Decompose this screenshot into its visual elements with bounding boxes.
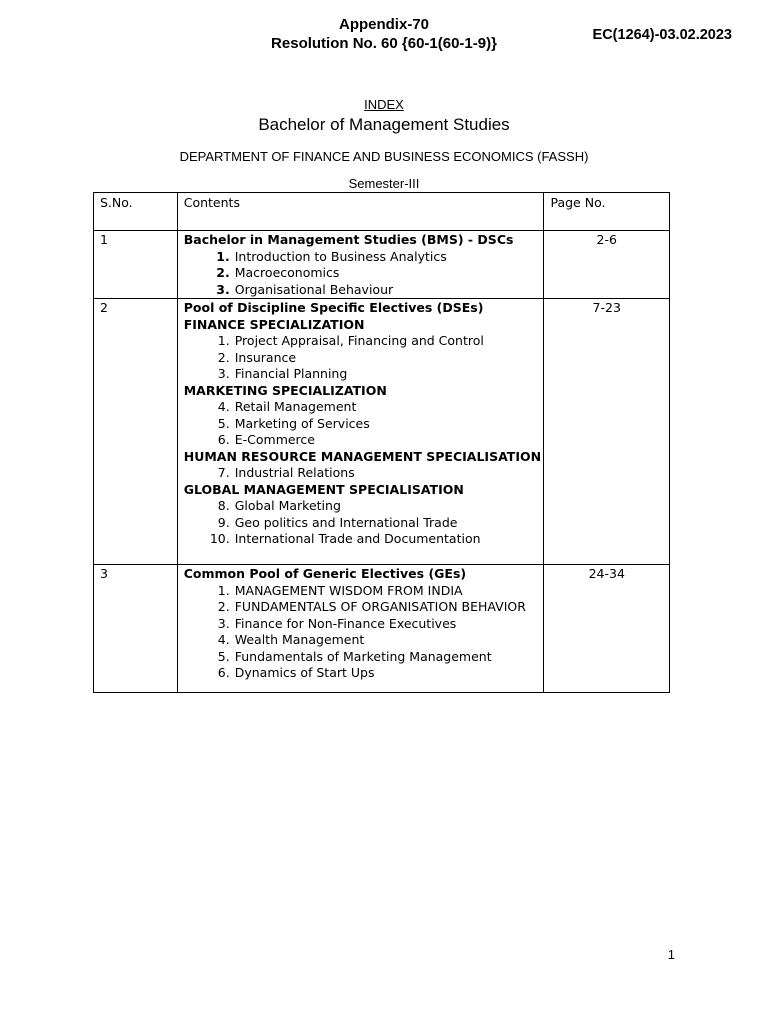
resolution-number: Resolution No. 60 {60-1(60-1-9)} xyxy=(271,35,497,52)
table-row xyxy=(94,231,670,299)
table-header-row xyxy=(94,193,670,231)
group-heading: GLOBAL MANAGEMENT SPECIALISATION xyxy=(183,481,464,497)
row-sno: 1 xyxy=(94,231,178,299)
group-heading: MARKETING SPECIALIZATION xyxy=(183,382,387,398)
list-item: 7. Industrial Relations xyxy=(217,465,355,480)
header-contents: Contents xyxy=(177,193,544,231)
page-number: 1 xyxy=(667,947,675,962)
table-row xyxy=(94,299,670,565)
list-item: 6. Dynamics of Start Ups xyxy=(217,665,375,680)
row-page-range: 7-23 xyxy=(544,299,670,565)
list-item: 9. Geo politics and International Trade xyxy=(217,514,458,530)
list-item: 1. Project Appraisal, Financing and Control xyxy=(217,333,484,348)
row-heading: Pool of Discipline Specific Electives (DSEs) xyxy=(183,300,484,315)
department-name: DEPARTMENT OF FINANCE AND BUSINESS ECONOMICS (FASSH) xyxy=(179,149,589,164)
list-item: 3. Finance for Non-Finance Executives xyxy=(217,615,457,631)
list-item: 3. Organisational Behaviour xyxy=(216,281,394,297)
list-item: 4. Retail Management xyxy=(217,399,357,414)
list-item: 1. MANAGEMENT WISDOM FROM INDIA xyxy=(217,582,463,598)
group-heading: HUMAN RESOURCE MANAGEMENT SPECIALISATION xyxy=(183,448,542,464)
index-table xyxy=(93,192,670,693)
list-item: 5. Marketing of Services xyxy=(217,415,370,431)
list-item: 3. Financial Planning xyxy=(217,366,348,381)
appendix-label: Appendix-70 xyxy=(338,16,429,33)
row-contents xyxy=(177,565,544,693)
row-page-range: 24-34 xyxy=(544,565,670,693)
list-item: 2. FUNDAMENTALS OF ORGANISATION BEHAVIOR xyxy=(217,599,526,614)
list-item: 2. Insurance xyxy=(217,349,297,365)
table-row xyxy=(94,565,670,693)
list-item: 1. Introduction to Business Analytics xyxy=(216,248,447,264)
index-heading: INDEX xyxy=(364,97,404,112)
list-item: 8. Global Marketing xyxy=(217,498,341,513)
row-contents xyxy=(177,231,544,299)
row-heading: Common Pool of Generic Electives (GEs) xyxy=(183,566,467,581)
group-heading: FINANCE SPECIALIZATION xyxy=(183,316,365,332)
list-item: 6. E-Commerce xyxy=(217,432,315,447)
list-item: 5. Fundamentals of Marketing Management xyxy=(217,648,492,664)
ec-reference: EC(1264)-03.02.2023 xyxy=(592,27,732,43)
list-item: 4. Wealth Management xyxy=(217,632,365,647)
row-contents xyxy=(177,299,544,565)
header-sno: S.No. xyxy=(94,193,178,231)
semester-label: Semester-III xyxy=(348,176,420,191)
row-page-range: 2-6 xyxy=(544,231,670,299)
list-item: 2. Macroeconomics xyxy=(216,265,340,280)
row-sno: 3 xyxy=(94,565,178,693)
row-sno: 2 xyxy=(94,299,178,565)
header-page-no: Page No. xyxy=(544,193,670,231)
list-item: 10. International Trade and Documentation xyxy=(209,531,481,546)
row-heading: Bachelor in Management Studies (BMS) - DSCs xyxy=(183,232,514,247)
program-title: Bachelor of Management Studies xyxy=(258,115,510,134)
